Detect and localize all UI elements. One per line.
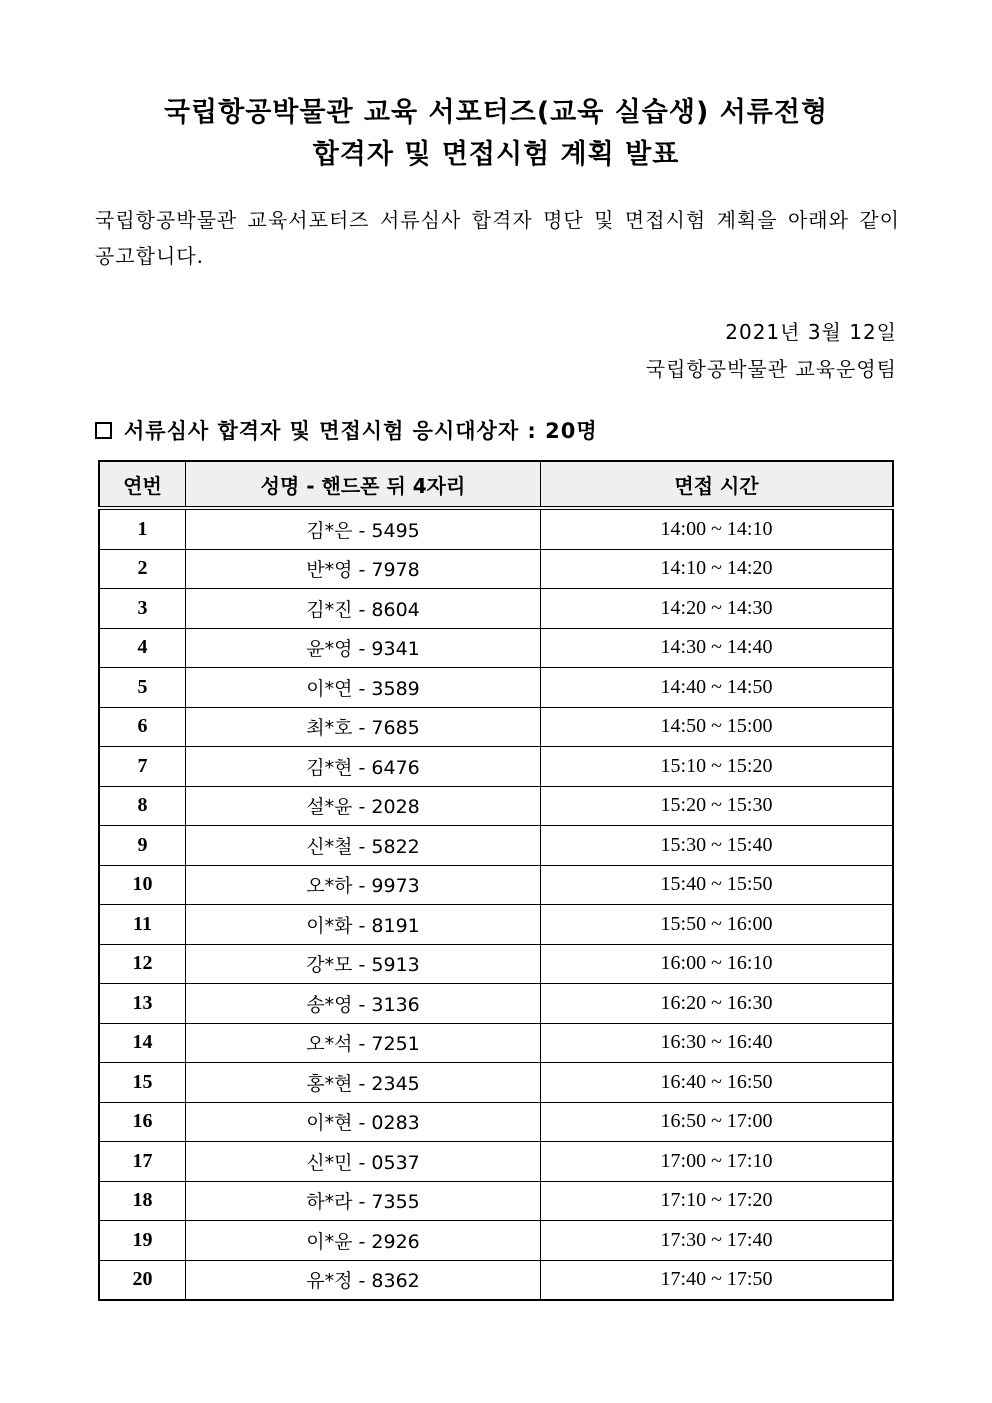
row-number: 1: [99, 508, 186, 549]
candidates-table: [98, 460, 894, 1301]
row-interview-time: 14:40 ~ 14:50: [541, 668, 894, 708]
table-row: [99, 944, 893, 984]
row-name-phone: 최*호 - 7685: [186, 707, 541, 747]
row-interview-time: 15:10 ~ 15:20: [541, 747, 894, 787]
row-name-phone: 하*라 - 7355: [186, 1181, 541, 1221]
row-name-phone: 이*연 - 3589: [186, 668, 541, 708]
table-row: [99, 1102, 893, 1142]
row-interview-time: 16:40 ~ 16:50: [541, 1063, 894, 1103]
intro-paragraph: 국립항공박물관 교육서포터즈 서류심사 합격자 명단 및 면접시험 계획을 아래와 같이 공고합니다.: [95, 208, 900, 268]
row-interview-time: 17:10 ~ 17:20: [541, 1181, 894, 1221]
row-interview-time: 16:30 ~ 16:40: [541, 1023, 894, 1063]
row-name-phone: 신*민 - 0537: [186, 1142, 541, 1182]
table-row: [99, 589, 893, 629]
header-number: 연번: [99, 461, 186, 508]
row-number: 10: [99, 865, 186, 905]
row-number: 5: [99, 668, 186, 708]
row-number: 8: [99, 786, 186, 826]
row-name-phone: 송*영 - 3136: [186, 984, 541, 1024]
table-row: [99, 1063, 893, 1103]
row-interview-time: 17:40 ~ 17:50: [541, 1260, 894, 1300]
table-row: [99, 628, 893, 668]
table-row: [99, 786, 893, 826]
row-number: 15: [99, 1063, 186, 1103]
row-name-phone: 오*하 - 9973: [186, 865, 541, 905]
table-row: [99, 1221, 893, 1261]
row-interview-time: 17:30 ~ 17:40: [541, 1221, 894, 1261]
table-row: [99, 1023, 893, 1063]
table-row: [99, 668, 893, 708]
row-interview-time: 15:20 ~ 15:30: [541, 786, 894, 826]
row-number: 17: [99, 1142, 186, 1182]
row-interview-time: 14:20 ~ 14:30: [541, 589, 894, 629]
row-number: 13: [99, 984, 186, 1024]
table-row: [99, 905, 893, 945]
row-name-phone: 이*윤 - 2926: [186, 1221, 541, 1261]
row-name-phone: 김*진 - 8604: [186, 589, 541, 629]
row-interview-time: 16:00 ~ 16:10: [541, 944, 894, 984]
announcement-date: 2021년 3월 12일: [725, 320, 897, 344]
table-header-row: [99, 461, 893, 508]
row-number: 12: [99, 944, 186, 984]
row-name-phone: 김*현 - 6476: [186, 747, 541, 787]
table-row: [99, 826, 893, 866]
table-row: [99, 1260, 893, 1300]
table-row: [99, 1142, 893, 1182]
row-interview-time: 17:00 ~ 17:10: [541, 1142, 894, 1182]
row-interview-time: 16:50 ~ 17:00: [541, 1102, 894, 1142]
row-number: 2: [99, 549, 186, 589]
row-interview-time: 15:40 ~ 15:50: [541, 865, 894, 905]
row-interview-time: 15:50 ~ 16:00: [541, 905, 894, 945]
table-row: [99, 865, 893, 905]
row-number: 7: [99, 747, 186, 787]
row-number: 14: [99, 1023, 186, 1063]
row-number: 3: [99, 589, 186, 629]
row-number: 16: [99, 1102, 186, 1142]
row-interview-time: 14:30 ~ 14:40: [541, 628, 894, 668]
row-name-phone: 신*철 - 5822: [186, 826, 541, 866]
row-name-phone: 윤*영 - 9341: [186, 628, 541, 668]
table-body: [99, 508, 893, 1300]
row-name-phone: 홍*현 - 2345: [186, 1063, 541, 1103]
table-row: [99, 508, 893, 549]
section-heading-text: 서류심사 합격자 및 면접시험 응시대상자 : 20명: [124, 419, 598, 443]
row-name-phone: 오*석 - 7251: [186, 1023, 541, 1063]
row-number: 20: [99, 1260, 186, 1300]
row-interview-time: 14:00 ~ 14:10: [541, 508, 894, 549]
table-row: [99, 984, 893, 1024]
table-row: [99, 747, 893, 787]
row-name-phone: 김*은 - 5495: [186, 508, 541, 549]
row-name-phone: 이*현 - 0283: [186, 1102, 541, 1142]
header-interview-time: 면접 시간: [541, 461, 894, 508]
row-name-phone: 이*화 - 8191: [186, 905, 541, 945]
checkbox-icon: [95, 422, 112, 439]
row-number: 4: [99, 628, 186, 668]
row-interview-time: 14:10 ~ 14:20: [541, 549, 894, 589]
issuing-team: 국립항공박물관 교육운영팀: [645, 357, 897, 381]
table-row: [99, 549, 893, 589]
row-number: 9: [99, 826, 186, 866]
title-line-1: 국립항공박물관 교육 서포터즈(교육 실습생) 서류전형: [163, 97, 829, 128]
row-name-phone: 반*영 - 7978: [186, 549, 541, 589]
header-name-phone: 성명 - 핸드폰 뒤 4자리: [186, 461, 541, 508]
row-number: 6: [99, 707, 186, 747]
row-interview-time: 15:30 ~ 15:40: [541, 826, 894, 866]
row-number: 11: [99, 905, 186, 945]
table-row: [99, 1181, 893, 1221]
row-name-phone: 설*윤 - 2028: [186, 786, 541, 826]
row-interview-time: 16:20 ~ 16:30: [541, 984, 894, 1024]
row-name-phone: 유*정 - 8362: [186, 1260, 541, 1300]
row-interview-time: 14:50 ~ 15:00: [541, 707, 894, 747]
row-name-phone: 강*모 - 5913: [186, 944, 541, 984]
title-line-2: 합격자 및 면접시험 계획 발표: [312, 139, 680, 170]
row-number: 18: [99, 1181, 186, 1221]
table-row: [99, 707, 893, 747]
section-heading: [95, 415, 598, 445]
row-number: 19: [99, 1221, 186, 1261]
